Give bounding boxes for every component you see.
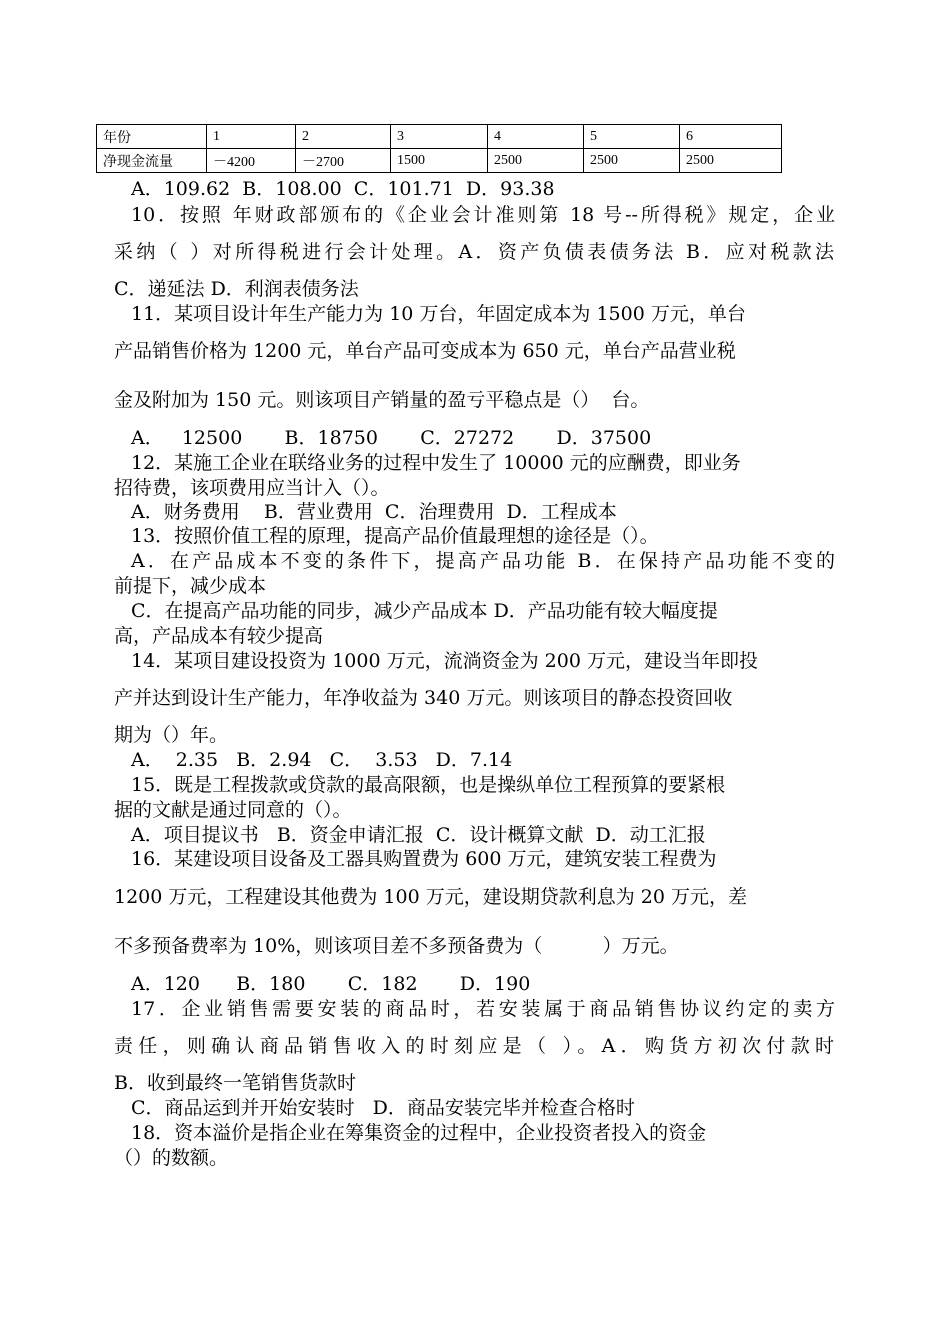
question-15-line-2: 据的文献是通过同意的（）。 [114, 799, 352, 821]
question-17-line-1: 17．企业销售需要安装的商品时，若安装属于商品销售协议约定的卖方 [131, 998, 835, 1020]
table-cell: 2500 [488, 149, 584, 173]
question-16-line-3: 不多预备费率为 10%，则该项目差不多预备费为（ ）万元。 [114, 935, 679, 957]
table-cell: 5 [584, 125, 680, 149]
question-16-line-2: 1200 万元，工程建设其他费为 100 万元，建设期贷款利息为 20 万元，差 [114, 886, 747, 908]
question-14-line-1: 14．某项目建设投资为 1000 万元，流淌资金为 200 万元，建设当年即投 [131, 650, 758, 672]
answer-options-14: A． 2.35 B．2.94 C． 3.53 D．7.14 [131, 749, 513, 771]
answer-options-9: A．109.62 B．108.00 C．101.71 D．93.38 [131, 178, 555, 200]
answer-options-13-line-4: 高，产品成本有较少提高 [114, 625, 324, 647]
answer-options-11: A． 12500 B．18750 C．27272 D．37500 [131, 427, 652, 449]
question-16-line-1: 16．某建设项目设备及工器具购置费为 600 万元，建筑安装工程费为 [131, 848, 717, 870]
answer-options-13-line-2: 前提下，减少成本 [114, 575, 267, 597]
answer-options-12: A．财务费用 B．营业费用 C．治理费用 D．工程成本 [131, 501, 617, 523]
table-cell: －2700 [296, 149, 391, 173]
table-cell: 3 [391, 125, 488, 149]
question-12-line-2: 招待费，该项费用应当计入（）。 [114, 477, 390, 499]
question-17-line-2: 责任，则确认商品销售收入的时刻应是（ ）。A．购货方初次付款时 [114, 1035, 834, 1057]
question-11-line-3: 金及附加为 150 元。则该项目产销量的盈亏平稳点是（） 台。 [114, 389, 650, 411]
question-11-line-1: 11．某项目设计年生产能力为 10 万台，年固定成本为 1500 万元，单台 [131, 303, 746, 325]
question-10-line-3: C．递延法 D．利润表债务法 [114, 278, 359, 300]
table-cell: 净现金流量 [97, 149, 207, 173]
question-14-line-3: 期为（）年。 [114, 724, 229, 746]
table-cell: 2 [296, 125, 391, 149]
table-cell: 6 [680, 125, 782, 149]
question-10-line-1: 10．按照 年财政部颁布的《企业会计准则第 18 号--所得税》规定，企业 [131, 204, 835, 226]
table-cell: 2500 [584, 149, 680, 173]
cash-flow-table [96, 124, 782, 173]
question-13: 13．按照价值工程的原理，提高产品价值最理想的途径是（）。 [131, 525, 659, 547]
table-row [97, 149, 782, 173]
answer-options-16: A．120 B．180 C．182 D．190 [131, 973, 531, 995]
question-15-line-1: 15．既是工程拨款或贷款的最高限额，也是操纵单位工程预算的要紧根 [131, 774, 726, 796]
question-18-line-1: 18．资本溢价是指企业在筹集资金的过程中，企业投资者投入的资金 [131, 1122, 707, 1144]
answer-options-15: A．项目提议书 B．资金申请汇报 C．设计概算文献 D．动工汇报 [131, 824, 706, 846]
question-18-line-2: （）的数额。 [114, 1147, 229, 1169]
table-cell: 4 [488, 125, 584, 149]
answer-options-17-line-1: B．收到最终一笔销售货款时 [114, 1072, 356, 1094]
question-11-line-2: 产品销售价格为 1200 元，单台产品可变成本为 650 元，单台产品营业税 [114, 340, 736, 362]
table-cell: －4200 [207, 149, 296, 173]
table-cell: 2500 [680, 149, 782, 173]
answer-options-17-line-2: C．商品运到并开始安装时 D．商品安装完毕并检查合格时 [131, 1097, 635, 1119]
answer-options-13-line-1: A．在产品成本不变的条件下，提高产品功能 B．在保持产品功能不变的 [131, 550, 835, 572]
table-cell: 年份 [97, 125, 207, 149]
question-10-line-2: 采纳（ ）对所得税进行会计处理。A．资产负债表债务法 B．应对税款法 [114, 241, 834, 263]
table-cell: 1500 [391, 149, 488, 173]
question-12-line-1: 12．某施工企业在联络业务的过程中发生了 10000 元的应酬费，即业务 [131, 452, 741, 474]
table-cell: 1 [207, 125, 296, 149]
question-14-line-2: 产并达到设计生产能力，年净收益为 340 万元。则该项目的静态投资回收 [114, 687, 733, 709]
table-header-row [97, 125, 782, 149]
answer-options-13-line-3: C．在提高产品功能的同步，减少产品成本 D．产品功能有较大幅度提 [131, 600, 718, 622]
